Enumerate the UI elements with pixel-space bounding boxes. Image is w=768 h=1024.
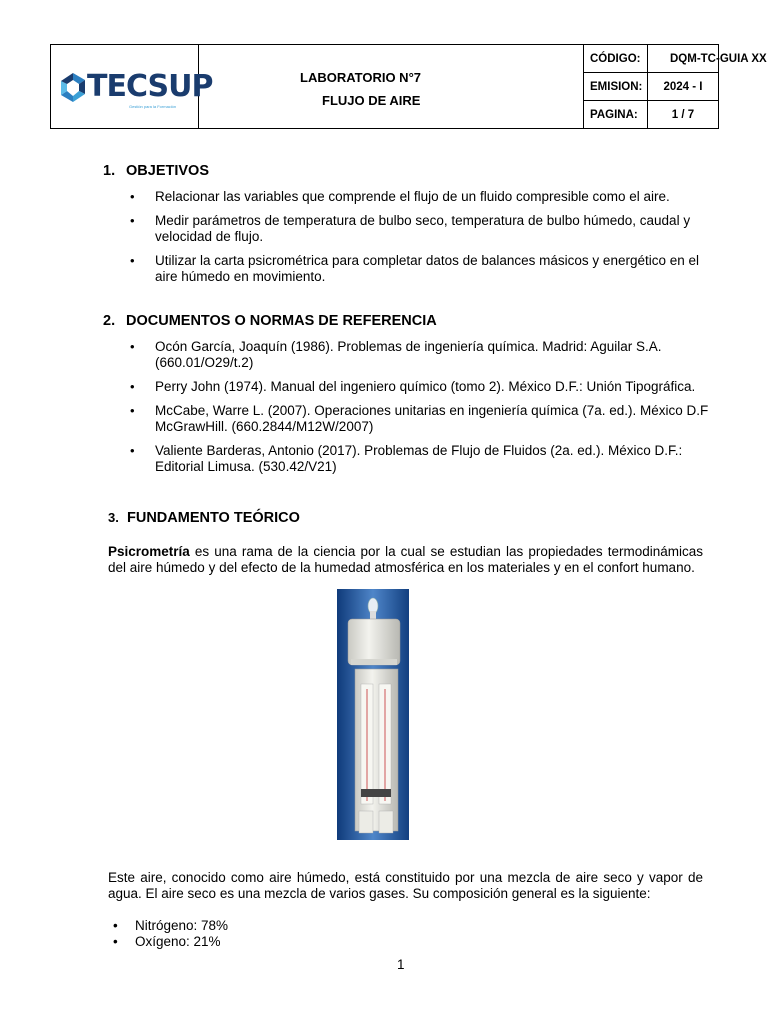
meta-row-code: [584, 45, 767, 73]
section-title: DOCUMENTOS O NORMAS DE REFERENCIA: [126, 313, 437, 329]
header-table: [50, 44, 767, 129]
section-number: 1.: [103, 163, 116, 179]
lab-subtitle: FLUJO DE AIRE: [322, 93, 421, 108]
section-number: 3.: [108, 510, 119, 525]
list-item: • Valiente Barderas, Antonio (2017). Problemas de Flujo de Fluidos (2a. ed.). México D.F.: Editorial Limusa. (530.42/V21): [130, 443, 710, 475]
section-heading-references: [103, 313, 437, 329]
psychrometer-photo: [337, 589, 409, 840]
meta-row-emission: [584, 73, 718, 101]
list-item: • Ocón García, Joaquín (1986). Problemas de ingeniería química. Madrid: Aguilar S.A. (660.01/O29/t.2): [130, 339, 710, 371]
meta-table: [584, 45, 767, 128]
tecsup-logo-icon: [57, 71, 89, 105]
section-heading-theory: [108, 510, 300, 526]
meta-value: 2024 - I: [663, 80, 703, 93]
logo-tagline: Gestión para la Formación: [129, 104, 177, 109]
composition-list: [113, 918, 228, 950]
meta-value: DQM-TC-GUIA XX: [670, 52, 767, 65]
logo-wordmark: TECSUP: [87, 69, 213, 104]
meta-key: PAGINA:: [584, 101, 648, 128]
list-item: • McCabe, Warre L. (2007). Operaciones unitarias en ingeniería química (7a. ed.). México D.F McGrawHill. (660.2844/M12W/2007): [130, 403, 710, 435]
section-title: OBJETIVOS: [126, 163, 209, 179]
theory-intro-paragraph: [108, 544, 703, 575]
section-heading-objectives: [103, 163, 209, 179]
references-list: [130, 339, 710, 483]
composition-paragraph: Este aire, conocido como aire húmedo, está constituido por una mezcla de aire seco y vapor de agua. El aire seco es una mezcla de varios gases. Su composición general es la siguiente:: [108, 870, 703, 901]
page-number: 1: [397, 957, 405, 972]
list-item: • Oxígeno: 21%: [113, 934, 228, 950]
section-title: FUNDAMENTO TEÓRICO: [127, 510, 300, 526]
list-item: • Relacionar las variables que comprende el flujo de un fluido compresible como el aire.: [130, 189, 710, 205]
paragraph-text: es una rama de la ciencia por la cual se estudian las propiedades termodinámicas del aire húmedo y del efecto de la humedad atmosférica en los materiales y en el confort humano.: [108, 544, 703, 575]
term-bold: Psicrometría: [108, 544, 190, 559]
logo-cell: [51, 45, 213, 128]
lab-title: LABORATORIO N°7: [300, 70, 421, 85]
meta-key: CÓDIGO:: [584, 45, 648, 72]
list-item: • Perry John (1974). Manual del ingeniero químico (tomo 2). México D.F.: Unión Tipográfica.: [130, 379, 710, 395]
section-number: 2.: [103, 313, 116, 329]
meta-key: EMISION:: [584, 73, 648, 100]
list-item: • Utilizar la carta psicrométrica para completar datos de balances másicos y energético en el aire húmedo en movimiento.: [130, 253, 710, 285]
list-item: • Nitrógeno: 78%: [113, 918, 228, 934]
list-item: • Medir parámetros de temperatura de bulbo seco, temperatura de bulbo húmedo, caudal y velocidad de flujo.: [130, 213, 710, 245]
meta-row-page: [584, 101, 718, 128]
objectives-list: [130, 189, 710, 293]
title-cell: [198, 45, 584, 128]
meta-value: 1 / 7: [671, 108, 695, 121]
